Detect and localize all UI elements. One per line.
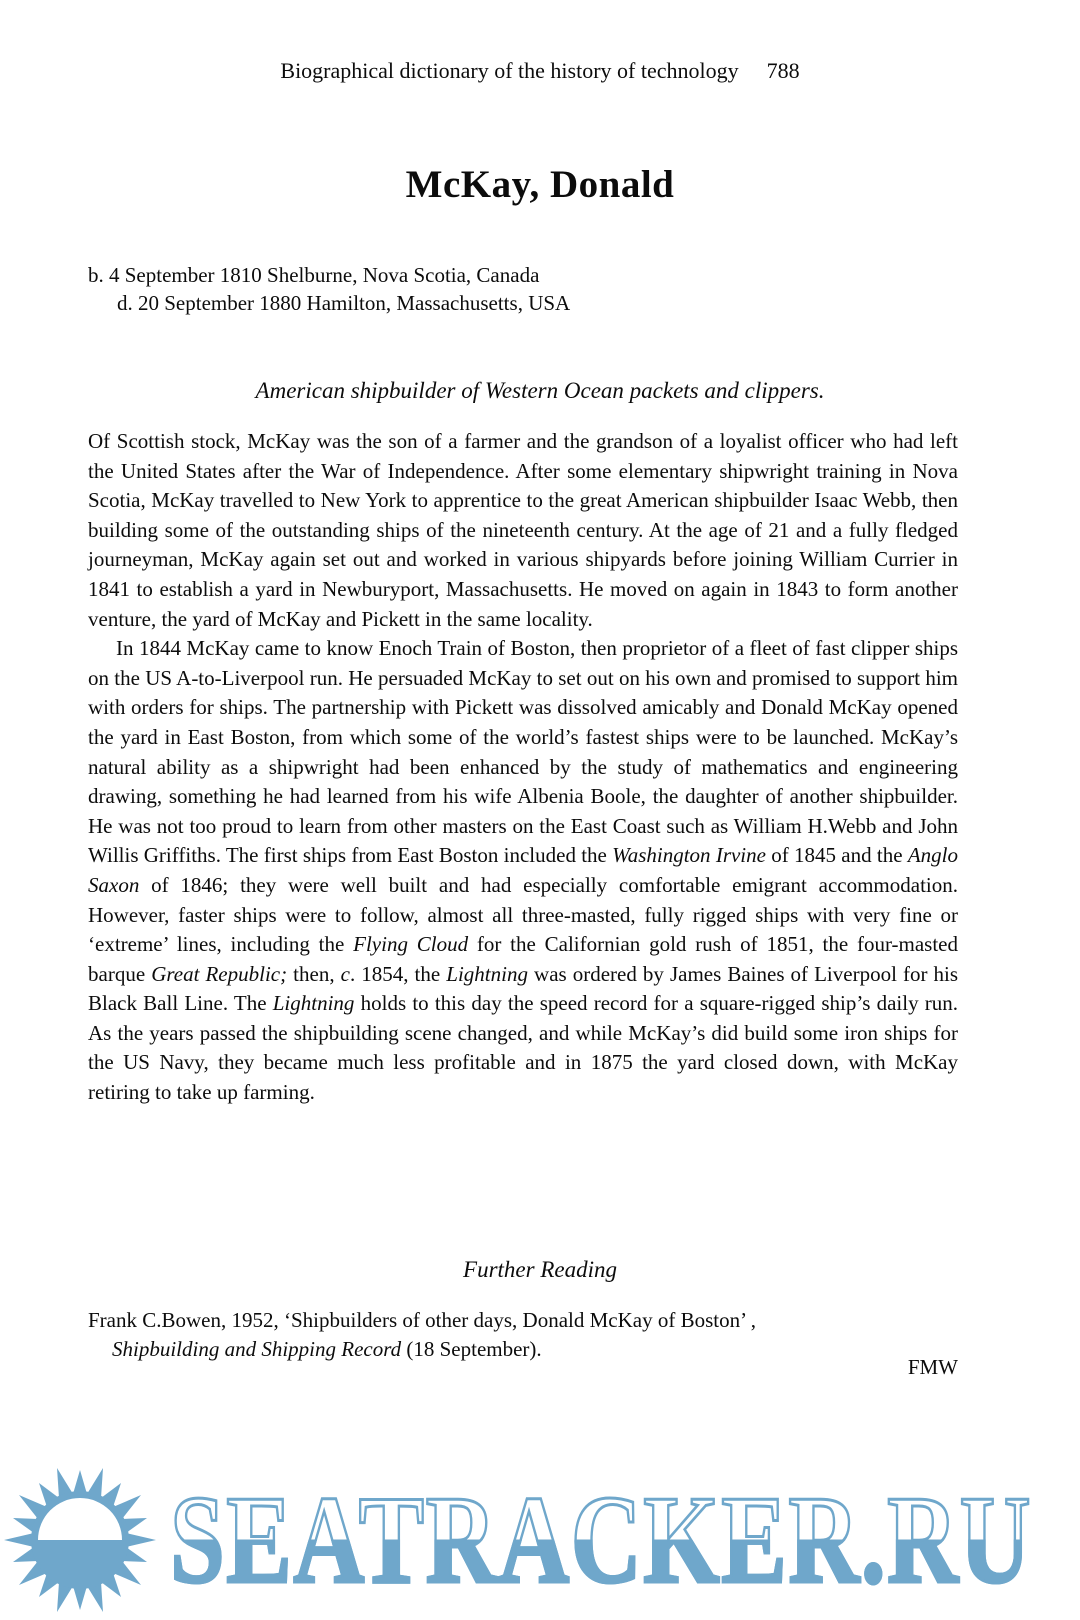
watermark-text: SEATRACKER.RU — [170, 1471, 1033, 1610]
further-reading-heading: Further Reading — [463, 1257, 617, 1282]
article-title: McKay, Donald — [405, 163, 675, 206]
paragraph: Of Scottish stock, McKay was the son of a farmer and the grandson of a loyalist officer who had left the United States after the War of Independence. After some elementary shipwright training in Nova Scotia, McKay travelled to New York to apprentice to the great American shipbuilder Isaac Webb, then building some of the outstanding ships of the nineteenth century. At the age of 21 and a fully fledged journeyman, McKay again set out and worked in various shipyards before joining William Currier in 1841 to establish a yard in Newburyport, Massachusetts. He moved on again in 1843 to form another venture, the yard of McKay and Pickett in the same locality. — [88, 429, 958, 631]
paragraph: In 1844 McKay came to know Enoch Train of Boston, then proprietor of a fleet of fast clipper ships on the US A-to-Liverpool run. He persuaded McKay to set out on his own and promised to support him with orders for ships. The partnership with Pickett was dissolved amicably and Donald McKay opened the yard in East Boston, from which some of the world’s fastest ships were to be launched. McKay’s natural ability as a shipwright had been enhanced by the study of mathematics and engineering drawing, something he had learned from his wife Albenia Boole, the daughter of another shipbuilder. He was not too proud to learn from other masters on the East Coast such as William H.Webb and John Willis Griffiths. The first ships from East Boston included the Washington Irvine of 1845 and the Anglo Saxon of 1846; they were well built and had especially comfortable emigrant accommodation. However, faster ships were to follow, almost all three-masted, fully rigged ships with very fine or ‘extreme’ lines, including the Flying Cloud for the Californian gold rush of 1851, the four-masted barque Great Republic; then, c. 1854, the Lightning was ordered by James Baines of Liverpool for his Black Ball Line. The Lightning holds to this day the speed record for a square-rigged ship’s daily run. As the years passed the shipbuilding scene changed, and while McKay’s did build some iron ships for the US Navy, they became much less profitable and in 1875 the yard closed down, with McKay retiring to take up farming. — [88, 636, 959, 1105]
running-header — [0, 58, 1080, 84]
reference-line: Shipbuilding and Shipping Record (18 September). — [112, 1336, 542, 1361]
article-body — [88, 427, 958, 1108]
sun-logo-icon — [0, 1460, 160, 1620]
article-subtitle: American shipbuilder of Western Ocean packets and clippers. — [255, 378, 825, 403]
bio-block — [88, 262, 968, 317]
author-initials: FMW — [907, 1355, 958, 1379]
reference-line: Frank C.Bowen, 1952, ‘Shipbuilders of other days, Donald McKay of Boston’ , — [88, 1308, 757, 1332]
birth-line: b. 4 September 1810 Shelburne, Nova Scotia, Canada — [88, 263, 540, 287]
running-header-title: Biographical dictionary of the history of technology — [280, 58, 739, 83]
page-number: 788 — [766, 58, 800, 83]
death-line: d. 20 September 1880 Hamilton, Massachusetts, USA — [117, 290, 571, 315]
